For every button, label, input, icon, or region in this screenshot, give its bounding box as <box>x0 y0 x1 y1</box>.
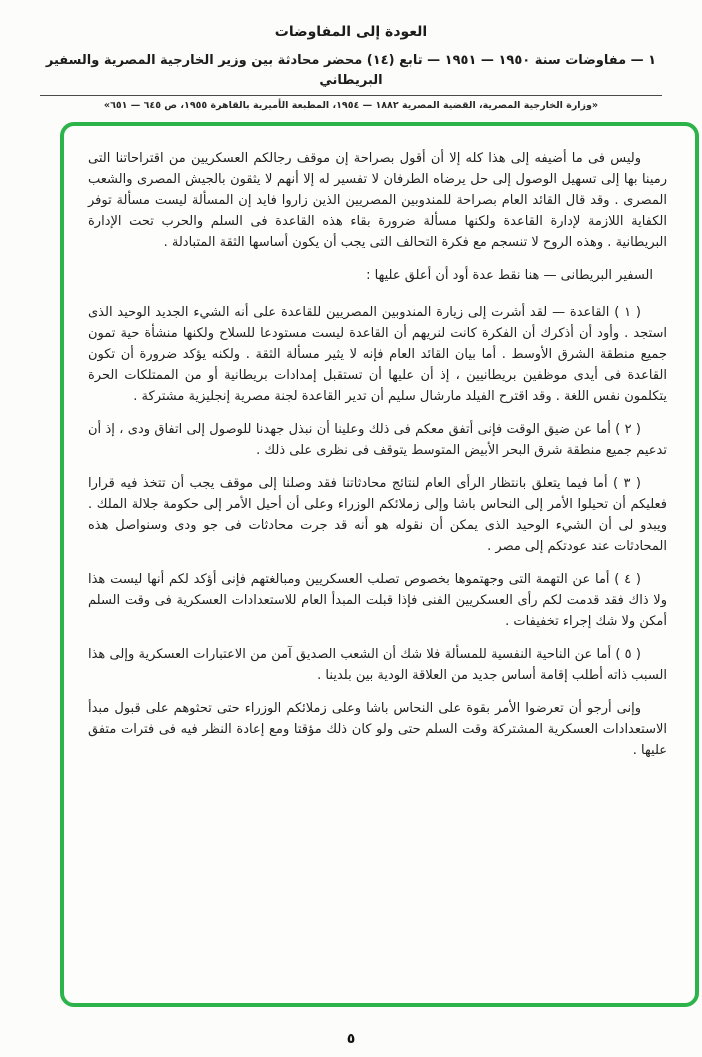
body-paragraph: ( ٣ ) أما فيما يتعلق بانتظار الرأى العام لنتائج محادثاتنا فقد وصلنا إلى موقف يجب أن تتخذ فيه قرارا فعليكم أن تحيلوا الأمر إلى النحاس باشا وإلى زملائكم الوزراء وعلى أن أحيل الأمر إلى حكومة جلالة الملك . ويبدو لى أن الشيء الوحيد الذى يمكن أن نقوله هو أنه قد جرت محادثات فى جو ودى وسنواصل هذه المحادثات عند عودتكم إلى مصر . <box>88 476 667 554</box>
header-divider <box>40 95 662 96</box>
page-number: ٥ <box>346 1031 356 1047</box>
page-title: العودة إلى المفاوضات <box>274 24 428 40</box>
body-paragraph: ( ٥ ) أما عن الناحية النفسية للمسألة فلا شك أن الشعب الصديق آمن من الاعتبارات العسكرية وإلى هذا السبب ذاته أطلب إقامة أساس جديد من العلاقة الودية بين بلدينا . <box>88 647 667 683</box>
body-paragraph: ( ٢ ) أما عن ضيق الوقت فإنى أتفق معكم فى ذلك وعلينا أن نبذل جهدنا للوصول إلى اتفاق ودى ، إذ أن تدعيم جميع منطقة شرق البحر الأبيض المتوسط يتوقف فى نظرى على ذلك . <box>88 422 667 458</box>
document-subtitle: ١ — مفاوضات سنة ١٩٥٠ — ١٩٥١ — تابع (١٤) محضر محادثة بين وزير الخارجية المصرية والسفير البريطاني <box>45 53 657 88</box>
body-paragraph: وإنى أرجو أن تعرضوا الأمر بقوة على النحاس باشا وعلى زملائكم الوزراء حتى تحثوهم على قبول مبدأ الاستعدادات العسكرية المشتركة وقت السلم حتى ولو كان ذلك مؤقتا ومع إعادة النظر فيه فى فترات متفق عليها . <box>88 701 667 758</box>
body-paragraph: ( ١ ) القاعدة — لقد أشرت إلى زيارة المندوبين المصريين للقاعدة على أنه الشيء الجديد الوحيد الذى استجد . وأود أن أذكرك أن الفكرة كانت لنريهم أن القاعدة ليست مستودعا للسلاح ولكنها منشأة حية تمون جميع منطقة الشرق الأوسط . أما بيان القائد العام فإنه لا يثير مسألة الثقة . ولكنه يؤكد ضرورة أن تكون القاعدة فى أيدى موظفين بريطانيين ، إذ أن عليها أن تستقبل إمدادات بريطانية أو من الممتلكات الحرة يتكلمون نفس اللغة . وقد اقترح الفيلد مارشال سليم أن تدير القاعدة لجنة مصرية إنجليزية مشتركة . <box>88 305 667 404</box>
body-paragraph: ( ٤ ) أما عن التهمة التى وجهتموها بخصوص تصلب العسكريين ومبالغتهم فإنى أؤكد لكم أنها ليست هذا ولا ذاك فقد قدمت لكم رأى العسكريين الفنى فإذا قبلت المبدأ العام للاستعدادات العسكرية فى وقت السلم أمكن ولا شك إجراء تخفيفات . <box>88 572 667 629</box>
document-body-frame <box>60 122 699 1007</box>
source-citation: «وزارة الخارجية المصرية، القضية المصرية ١٨٨٢ — ١٩٥٤، المطبعة الأميرية بالقاهرة ١٩٥٥، ص ٦٤٥ — ٦٥١» <box>103 100 599 111</box>
body-paragraph: وليس فى ما أضيفه إلى هذا كله إلا أن أقول بصراحة إن موقف رجالكم العسكريين من اقتراحاتنا التى رمينا بها إلى تسهيل الوصول إلى حل يرضاه الطرفان لا تفسير له إلا أنهم لا يثقون بالجيش المصرى والشعب المصرى . وقد قال القائد العام بصراحة للمندوبين المصريين الذين زاروا فايد إن المسألة ليست مسألة توفر الكفاية اللازمة لإدارة القاعدة ولكنها مسألة ضرورة بقاء هذه القاعدة فى السلم والحرب تحت الإدارة البريطانية . وهذه الروح لا تنسجم مع فكرة التحالف التى يجب أن يكون أساسها الثقة المتبادلة . <box>88 151 667 250</box>
body-paragraph-speaker: السفير البريطانى — هنا نقط عدة أود أن أعلق عليها : <box>366 268 653 283</box>
document-header <box>0 0 702 111</box>
